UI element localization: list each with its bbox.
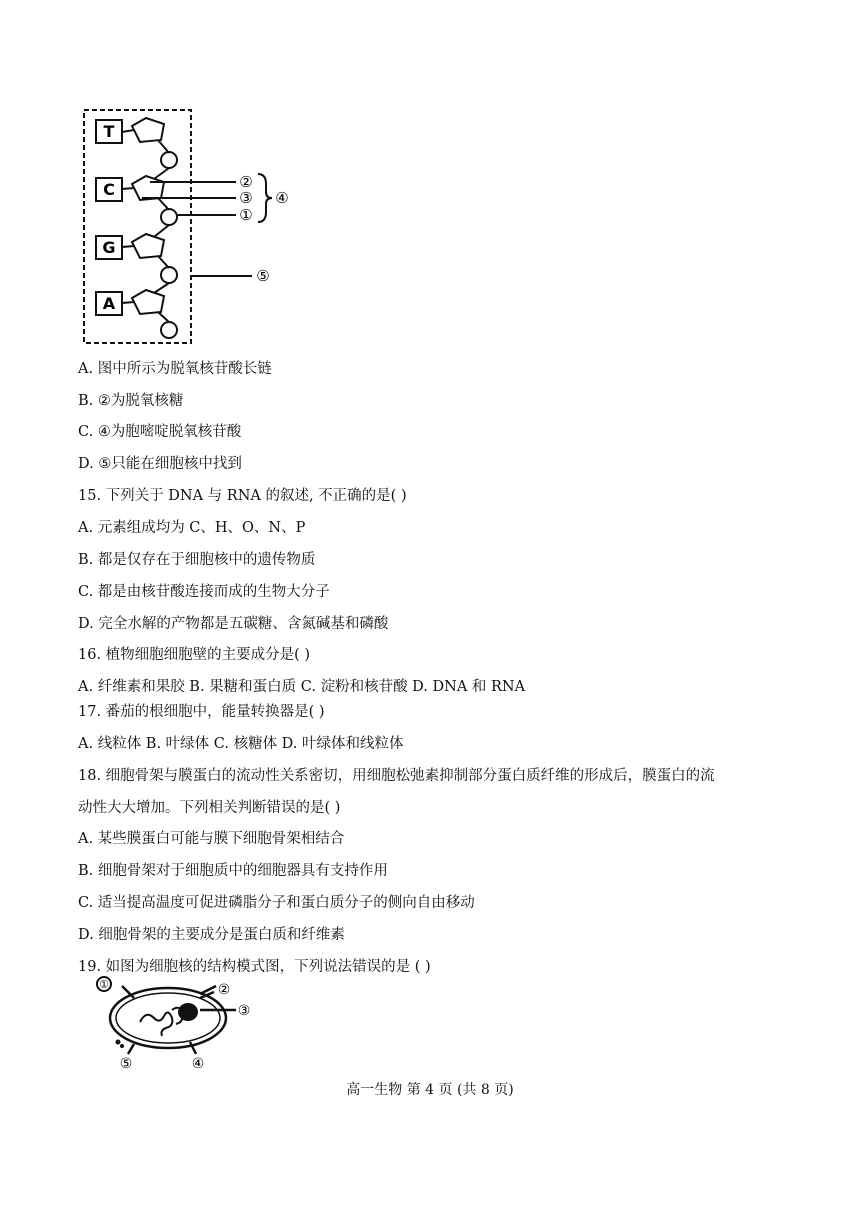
cell-nucleus-figure <box>88 976 268 1076</box>
q18-option-d: D. 细胞骨架的主要成分是蛋白质和纤维素 <box>78 927 345 943</box>
label-4: ④ <box>275 189 289 207</box>
q15-stem: 15. 下列关于 DNA 与 RNA 的叙述, 不正确的是( ) <box>78 488 407 504</box>
base-label-t: T <box>103 122 115 141</box>
q14-option-b: B. ②为脱氧核糖 <box>78 393 184 409</box>
dna-strand-figure <box>70 100 300 350</box>
label-5: ⑤ <box>256 267 270 285</box>
q16-stem: 16. 植物细胞细胞壁的主要成分是( ) <box>78 647 311 663</box>
nucleus-label-4: ④ <box>191 1056 205 1072</box>
nucleus-label-2: ② <box>217 982 231 998</box>
q18-stem-line2: 动性大大增加。下列相关判断错误的是( ) <box>78 800 341 816</box>
page-footer: 高一生物 第 4 页 (共 8 页) <box>346 1082 514 1098</box>
q17-stem: 17. 番茄的根细胞中，能量转换器是( ) <box>78 704 325 720</box>
q15-option-b: B. 都是仅存在于细胞核中的遗传物质 <box>78 552 316 568</box>
q17-options: A. 线粒体 B. 叶绿体 C. 核糖体 D. 叶绿体和线粒体 <box>78 736 404 752</box>
base-label-g: G <box>102 238 116 257</box>
nucleus-label-1: ① <box>99 978 109 991</box>
label-2: ② <box>239 173 253 191</box>
q18-option-b: B. 细胞骨架对于细胞质中的细胞器具有支持作用 <box>78 863 388 879</box>
label-3: ③ <box>239 189 253 207</box>
q19-stem: 19. 如图为细胞核的结构模式图，下列说法错误的是 ( ) <box>78 959 431 975</box>
q15-option-d: D. 完全水解的产物都是五碳糖、含氮碱基和磷酸 <box>78 616 389 632</box>
base-label-a: A <box>102 294 116 313</box>
q14-option-c: C. ④为胞嘧啶脱氧核苷酸 <box>78 424 242 440</box>
nucleus-label-3: ③ <box>237 1003 251 1019</box>
q15-option-c: C. 都是由核苷酸连接而成的生物大分子 <box>78 584 330 600</box>
q18-option-a: A. 某些膜蛋白可能与膜下细胞骨架相结合 <box>78 831 345 847</box>
q16-options: A. 纤维素和果胶 B. 果糖和蛋白质 C. 淀粉和核苷酸 D. DNA 和 RNA <box>78 679 526 695</box>
q14-option-a: A. 图中所示为脱氧核苷酸长链 <box>78 361 272 377</box>
q18-stem-line1: 18. 细胞骨架与膜蛋白的流动性关系密切，用细胞松弛素抑制部分蛋白质纤维的形成后，膜蛋白的流 <box>78 768 715 784</box>
base-label-c: C <box>103 180 115 199</box>
nucleus-label-5: ⑤ <box>119 1056 133 1072</box>
q18-option-c: C. 适当提高温度可促进磷脂分子和蛋白质分子的侧向自由移动 <box>78 895 475 911</box>
q15-option-a: A. 元素组成均为 C、H、O、N、P <box>78 520 306 536</box>
q14-option-d: D. ⑤只能在细胞核中找到 <box>78 456 242 472</box>
label-1: ① <box>239 206 253 224</box>
